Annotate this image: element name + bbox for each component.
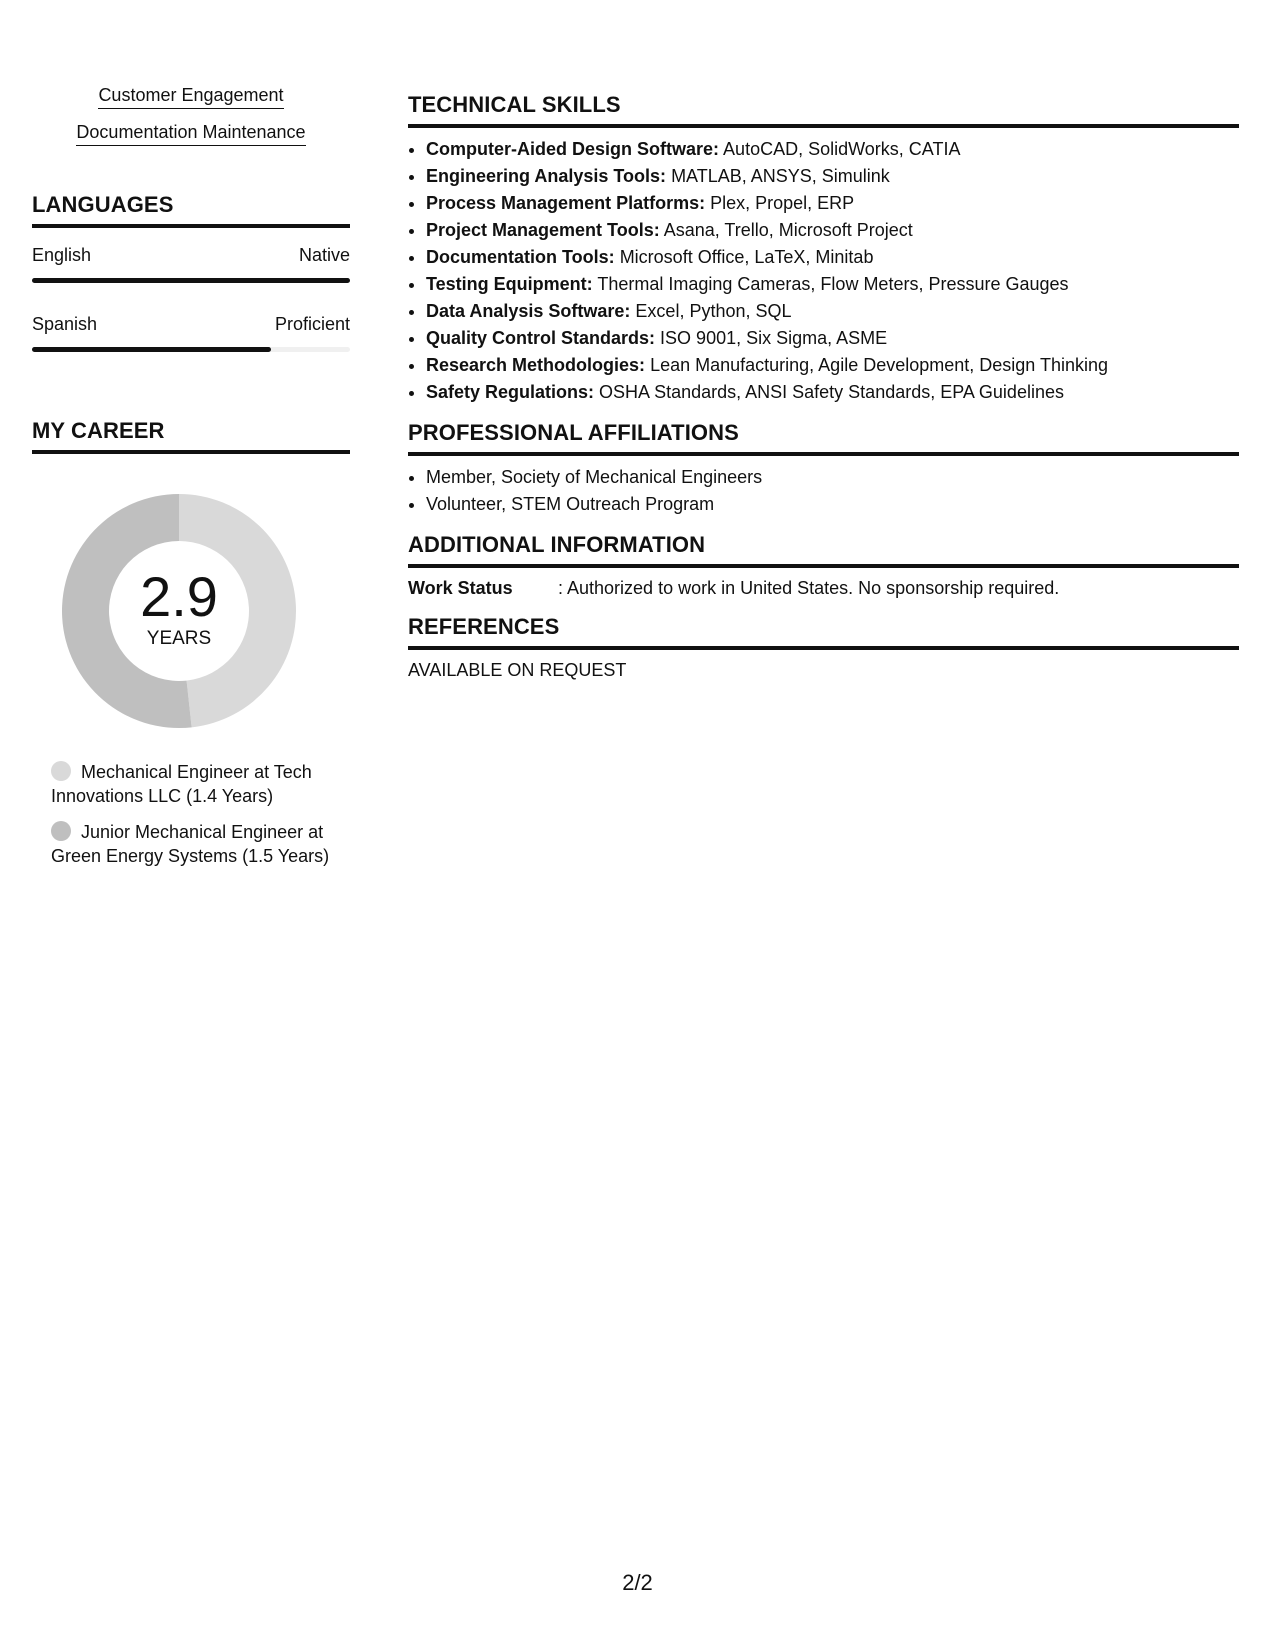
skill-label: Data Analysis Software: [426, 301, 631, 321]
skill-label: Engineering Analysis Tools: [426, 166, 667, 186]
skill-label: Documentation Tools: [426, 247, 615, 267]
left-column [32, 84, 350, 880]
languages-title: LANGUAGES [32, 192, 350, 228]
language-item-spanish [32, 313, 350, 352]
skill-label: Research Methodologies: [426, 355, 646, 375]
list-item [426, 271, 1239, 298]
affiliations-list [408, 464, 1239, 518]
affiliations-title: PROFESSIONAL AFFILIATIONS [408, 420, 1239, 456]
affiliations-section [408, 420, 1239, 518]
skill-label: Safety Regulations: [426, 382, 595, 402]
skill-label: Project Management Tools: [426, 220, 660, 240]
skill-label: Process Management Platforms: [426, 193, 706, 213]
skill-value: Microsoft Office, LaTeX, Minitab [619, 247, 874, 267]
language-item-english [32, 244, 350, 283]
language-bar-fill [32, 278, 350, 283]
language-level: Proficient [274, 314, 350, 334]
career-title: MY CAREER [32, 418, 350, 454]
career-total-value: 2.9 [140, 565, 218, 628]
skill-label: Computer-Aided Design Software: [426, 139, 720, 159]
technical-skills-section [408, 92, 1239, 406]
references-title: REFERENCES [408, 614, 1239, 650]
skill-value: Asana, Trello, Microsoft Project [663, 220, 913, 240]
skill-label: Quality Control Standards: [426, 328, 656, 348]
legend-dot [51, 761, 71, 781]
list-item [426, 163, 1239, 190]
career-total-unit: YEARS [146, 628, 212, 649]
list-item [426, 298, 1239, 325]
skill-links [32, 84, 350, 146]
list-item [426, 244, 1239, 271]
work-status-row [408, 576, 1239, 600]
career-legend-item [51, 760, 331, 808]
references-section [408, 614, 1239, 682]
list-item [426, 325, 1239, 352]
additional-info-title: ADDITIONAL INFORMATION [408, 532, 1239, 568]
skill-value: OSHA Standards, ANSI Safety Standards, EPA Guidelines [599, 382, 1064, 402]
page-number: 2/2 [622, 1570, 653, 1595]
language-level: Native [298, 245, 350, 265]
additional-info-section [408, 532, 1239, 600]
list-item [426, 190, 1239, 217]
skill-value: AutoCAD, SolidWorks, CATIA [723, 139, 961, 159]
career-section [32, 418, 350, 868]
skill-link-customer-engagement: Customer Engagement [98, 84, 283, 109]
skill-value: Lean Manufacturing, Agile Development, Design Thinking [650, 355, 1109, 375]
languages-section [32, 192, 350, 352]
skill-value: Thermal Imaging Cameras, Flow Meters, Pressure Gauges [597, 274, 1069, 294]
skill-link-documentation-maintenance: Documentation Maintenance [76, 121, 305, 146]
list-item: • Member, Society of Mechanical Engineers [426, 464, 1239, 491]
legend-label: Junior Mechanical Engineer at Green Energy Systems (1.5 Years) [51, 822, 330, 866]
right-column [408, 92, 1239, 696]
skill-value: Plex, Propel, ERP [710, 193, 855, 213]
legend-dot [51, 821, 71, 841]
technical-skills-list [408, 136, 1239, 406]
work-status-value: : Authorized to work in United States. No sponsorship required. [558, 578, 1060, 598]
technical-skills-title: TECHNICAL SKILLS [408, 92, 1239, 128]
list-item [426, 136, 1239, 163]
career-donut-center [54, 486, 304, 736]
list-item [426, 352, 1239, 379]
language-bar [32, 347, 350, 352]
list-item [426, 379, 1239, 406]
language-bar [32, 278, 350, 283]
list-item: • Volunteer, STEM Outreach Program [426, 491, 1239, 518]
skill-label: Testing Equipment: [426, 274, 593, 294]
language-name: Spanish [32, 314, 98, 334]
career-legend-item [51, 820, 331, 868]
language-name: English [32, 245, 92, 265]
legend-label: Mechanical Engineer at Tech Innovations LLC (1.4 Years) [51, 762, 312, 806]
career-donut [54, 486, 304, 736]
work-status-label: Work Status [408, 578, 513, 598]
skill-value: MATLAB, ANSYS, Simulink [671, 166, 890, 186]
skill-value: Excel, Python, SQL [635, 301, 792, 321]
skill-value: ISO 9001, Six Sigma, ASME [660, 328, 888, 348]
career-legend [32, 760, 331, 868]
language-bar-fill [32, 347, 271, 352]
list-item [426, 217, 1239, 244]
references-text: AVAILABLE ON REQUEST [408, 660, 627, 680]
